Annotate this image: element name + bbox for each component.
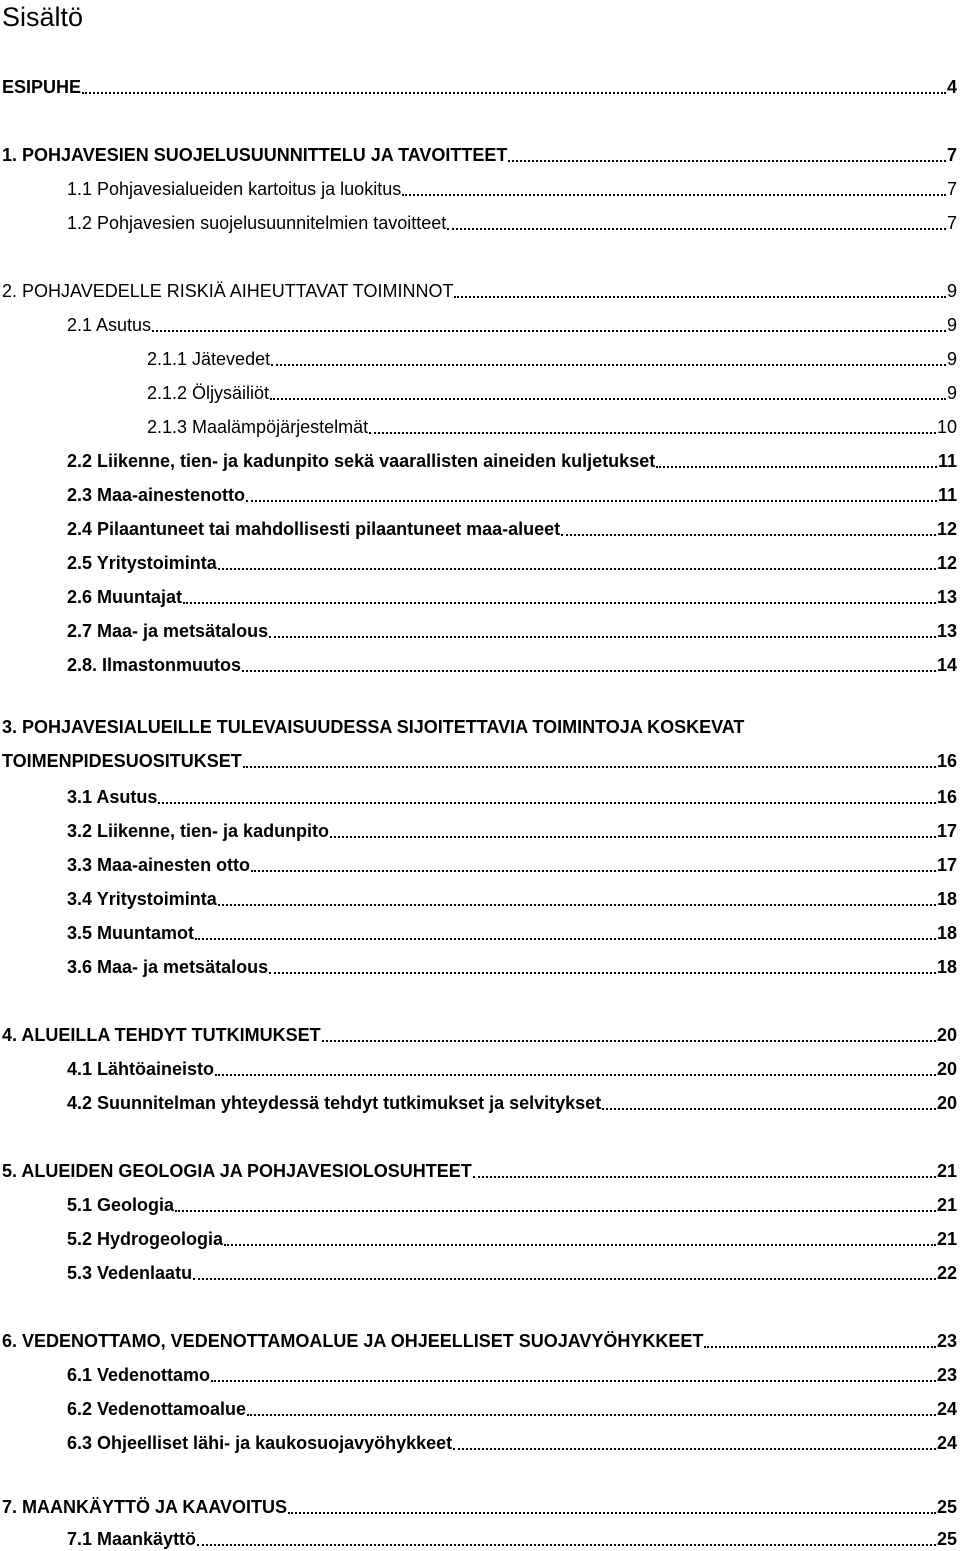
toc-leader-dots bbox=[473, 1176, 936, 1178]
toc-leader-dots bbox=[215, 1074, 936, 1076]
toc-leader-dots bbox=[243, 766, 936, 768]
toc-leader-dots bbox=[453, 1448, 936, 1450]
toc-label: 3.3 Maa-ainesten otto bbox=[67, 855, 251, 875]
toc-label: 3.6 Maa- ja metsätalous bbox=[67, 957, 269, 977]
toc-leader-dots bbox=[271, 364, 946, 366]
toc-page-number: 21 bbox=[936, 1195, 957, 1215]
toc-label: 2. POHJAVEDELLE RISKIÄ AIHEUTTAVAT TOIMINNOT bbox=[2, 281, 454, 301]
toc-entry-chapter-6[interactable] bbox=[2, 1326, 957, 1352]
toc-label: 3.5 Muuntamot bbox=[67, 923, 195, 943]
toc-page-number: 20 bbox=[936, 1059, 957, 1079]
toc-page-number: 20 bbox=[936, 1093, 957, 1113]
toc-page-number: 23 bbox=[936, 1365, 957, 1385]
toc-entry-2-1[interactable] bbox=[67, 310, 957, 336]
toc-leader-dots bbox=[247, 1414, 936, 1416]
toc-page-number: 21 bbox=[936, 1161, 957, 1181]
toc-label: 2.8. Ilmastonmuutos bbox=[67, 655, 242, 675]
toc-page-number: 7 bbox=[946, 145, 957, 165]
toc-entry-5-1[interactable] bbox=[67, 1190, 957, 1216]
toc-label: 2.5 Yritystoiminta bbox=[67, 553, 217, 573]
toc-entry-6-3[interactable] bbox=[67, 1428, 957, 1454]
toc-entry-chapter-3[interactable] bbox=[2, 746, 957, 772]
toc-entry-2-1-2[interactable] bbox=[147, 378, 957, 404]
toc-entry-3-2[interactable] bbox=[67, 816, 957, 842]
toc-label: 7.1 Maankäyttö bbox=[67, 1529, 197, 1549]
toc-page-number: 16 bbox=[936, 787, 957, 807]
toc-leader-dots bbox=[193, 1278, 936, 1280]
toc-page-number: 4 bbox=[946, 77, 957, 97]
toc-label: 3.4 Yritystoiminta bbox=[67, 889, 217, 909]
page-title: Sisältö bbox=[2, 2, 84, 32]
toc-entry-chapter-4[interactable] bbox=[2, 1020, 957, 1046]
toc-label: 6.2 Vedenottamoalue bbox=[67, 1399, 247, 1419]
toc-label: 1.2 Pohjavesien suojelusuunnitelmien tavoitteet bbox=[67, 213, 447, 233]
toc-leader-dots bbox=[656, 466, 937, 468]
toc-leader-dots bbox=[218, 568, 936, 570]
toc-entry-2-1-1[interactable] bbox=[147, 344, 957, 370]
toc-page-number: 13 bbox=[936, 587, 957, 607]
toc-page-number: 22 bbox=[936, 1263, 957, 1283]
toc-label: 5. ALUEIDEN GEOLOGIA JA POHJAVESIOLOSUHTEET bbox=[2, 1161, 472, 1181]
toc-leader-dots bbox=[82, 92, 946, 94]
toc-entry-esipuhe[interactable] bbox=[2, 72, 957, 98]
toc-label: 4.1 Lähtöaineisto bbox=[67, 1059, 215, 1079]
toc-entry-chapter-7[interactable] bbox=[2, 1492, 957, 1518]
toc-entry-3-4[interactable] bbox=[67, 884, 957, 910]
toc-leader-dots bbox=[704, 1346, 936, 1348]
toc-entry-5-3[interactable] bbox=[67, 1258, 957, 1284]
toc-label: ESIPUHE bbox=[2, 77, 82, 97]
toc-label: 2.6 Muuntajat bbox=[67, 587, 183, 607]
toc-label: TOIMENPIDESUOSITUKSET bbox=[2, 751, 242, 771]
toc-leader-dots bbox=[269, 972, 936, 974]
toc-page-number: 18 bbox=[936, 957, 957, 977]
toc-label: 2.3 Maa-ainestenotto bbox=[67, 485, 246, 505]
toc-entry-2-7[interactable] bbox=[67, 616, 957, 642]
toc-page-number: 24 bbox=[936, 1399, 957, 1419]
toc-entry-chapter-2[interactable] bbox=[2, 276, 957, 302]
toc-entry-chapter-3-first-line[interactable]: 3. POHJAVESIALUEILLE TULEVAISUUDESSA SIJOITETTAVIA TOIMINTOJA KOSKEVAT bbox=[2, 717, 745, 737]
toc-label: 2.4 Pilaantuneet tai mahdollisesti pilaantuneet maa-alueet bbox=[67, 519, 561, 539]
toc-entry-2-6[interactable] bbox=[67, 582, 957, 608]
toc-page-number: 25 bbox=[936, 1497, 957, 1517]
toc-entry-2-3[interactable] bbox=[67, 480, 957, 506]
toc-leader-dots bbox=[369, 432, 936, 434]
toc-label: 2.2 Liikenne, tien- ja kadunpito sekä vaarallisten aineiden kuljetukset bbox=[67, 451, 656, 471]
toc-label: 1. POHJAVESIEN SUOJELUSUUNNITTELU JA TAVOITTEET bbox=[2, 145, 508, 165]
toc-label: 4. ALUEILLA TEHDYT TUTKIMUKSET bbox=[2, 1025, 321, 1045]
toc-page-number: 7 bbox=[946, 179, 957, 199]
toc-leader-dots bbox=[447, 228, 946, 230]
toc-page-number: 17 bbox=[936, 855, 957, 875]
toc-entry-3-6[interactable] bbox=[67, 952, 957, 978]
toc-entry-3-3[interactable] bbox=[67, 850, 957, 876]
toc-leader-dots bbox=[175, 1210, 936, 1212]
toc-entry-3-5[interactable] bbox=[67, 918, 957, 944]
toc-entry-3-1[interactable] bbox=[67, 782, 957, 808]
toc-page-number: 12 bbox=[936, 519, 957, 539]
toc-label: 7. MAANKÄYTTÖ JA KAAVOITUS bbox=[2, 1497, 288, 1517]
toc-entry-1-2[interactable] bbox=[67, 208, 957, 234]
toc-entry-2-5[interactable] bbox=[67, 548, 957, 574]
toc-leader-dots bbox=[152, 330, 946, 332]
toc-leader-dots bbox=[288, 1512, 936, 1514]
toc-entry-2-1-3[interactable] bbox=[147, 412, 957, 438]
toc-label: 6. VEDENOTTAMO, VEDENOTTAMOALUE JA OHJEELLISET SUOJAVYÖHYKKEET bbox=[2, 1331, 704, 1351]
toc-leader-dots bbox=[322, 1040, 936, 1042]
toc-page-number: 9 bbox=[946, 383, 957, 403]
toc-page-number: 24 bbox=[936, 1433, 957, 1453]
toc-entry-chapter-1[interactable] bbox=[2, 140, 957, 166]
toc-entry-4-2[interactable] bbox=[67, 1088, 957, 1114]
toc-entry-4-1[interactable] bbox=[67, 1054, 957, 1080]
toc-entry-2-2[interactable] bbox=[67, 446, 957, 472]
toc-leader-dots bbox=[218, 904, 936, 906]
toc-label: 1.1 Pohjavesialueiden kartoitus ja luokitus bbox=[67, 179, 402, 199]
toc-leader-dots bbox=[330, 836, 936, 838]
toc-page-number: 13 bbox=[936, 621, 957, 641]
toc-page-number: 17 bbox=[936, 821, 957, 841]
toc-label: 5.3 Vedenlaatu bbox=[67, 1263, 193, 1283]
toc-label: 4.2 Suunnitelman yhteydessä tehdyt tutkimukset ja selvitykset bbox=[67, 1093, 602, 1113]
toc-leader-dots bbox=[246, 500, 937, 502]
toc-page-number: 14 bbox=[936, 655, 957, 675]
toc-page-number: 16 bbox=[936, 751, 957, 771]
toc-entry-5-2[interactable] bbox=[67, 1224, 957, 1250]
toc-label: 2.1.1 Jätevedet bbox=[147, 349, 271, 369]
toc-entry-7-1[interactable] bbox=[67, 1524, 957, 1550]
toc-label: 6.3 Ohjeelliset lähi- ja kaukosuojavyöhykkeet bbox=[67, 1433, 453, 1453]
toc-entry-1-1[interactable] bbox=[67, 174, 957, 200]
toc-leader-dots bbox=[269, 636, 936, 638]
toc-page-number: 11 bbox=[937, 485, 957, 505]
toc-label: 2.7 Maa- ja metsätalous bbox=[67, 621, 269, 641]
toc-leader-dots bbox=[158, 802, 936, 804]
toc-label: 5.2 Hydrogeologia bbox=[67, 1229, 224, 1249]
toc-entry-6-2[interactable] bbox=[67, 1394, 957, 1420]
toc-page-number: 7 bbox=[946, 213, 957, 233]
toc-leader-dots bbox=[251, 870, 936, 872]
toc-leader-dots bbox=[242, 670, 936, 672]
toc-leader-dots bbox=[270, 398, 946, 400]
toc-leader-dots bbox=[183, 602, 936, 604]
toc-label: 2.1.2 Öljysäiliöt bbox=[147, 383, 270, 403]
toc-page-number: 9 bbox=[946, 349, 957, 369]
toc-page-number: 9 bbox=[946, 315, 957, 335]
toc-page-number: 18 bbox=[936, 923, 957, 943]
toc-leader-dots bbox=[508, 160, 946, 162]
toc-label: 2.1 Asutus bbox=[67, 315, 152, 335]
toc-page-number: 20 bbox=[936, 1025, 957, 1045]
toc-page-number: 25 bbox=[936, 1529, 957, 1549]
toc-page-number: 9 bbox=[946, 281, 957, 301]
toc-leader-dots bbox=[402, 194, 946, 196]
toc-page-number: 21 bbox=[936, 1229, 957, 1249]
toc-entry-2-4[interactable] bbox=[67, 514, 957, 540]
toc-entry-chapter-5[interactable] bbox=[2, 1156, 957, 1182]
toc-label: 2.1.3 Maalämpöjärjestelmät bbox=[147, 417, 369, 437]
toc-label: 3.2 Liikenne, tien- ja kadunpito bbox=[67, 821, 330, 841]
toc-page-number: 11 bbox=[937, 451, 957, 471]
toc-leader-dots bbox=[602, 1108, 936, 1110]
toc-page-number: 12 bbox=[936, 553, 957, 573]
toc-label: 3.1 Asutus bbox=[67, 787, 158, 807]
toc-leader-dots bbox=[561, 534, 936, 536]
toc-entry-6-1[interactable] bbox=[67, 1360, 957, 1386]
toc-leader-dots bbox=[195, 938, 936, 940]
toc-leader-dots bbox=[211, 1380, 936, 1382]
toc-leader-dots bbox=[197, 1544, 936, 1546]
toc-page-number: 10 bbox=[936, 417, 957, 437]
toc-leader-dots bbox=[454, 296, 946, 298]
toc-label: 5.1 Geologia bbox=[67, 1195, 175, 1215]
toc-leader-dots bbox=[224, 1244, 936, 1246]
toc-entry-2-8[interactable] bbox=[67, 650, 957, 676]
toc-page-number: 18 bbox=[936, 889, 957, 909]
toc-label: 6.1 Vedenottamo bbox=[67, 1365, 211, 1385]
toc-page-number: 23 bbox=[936, 1331, 957, 1351]
